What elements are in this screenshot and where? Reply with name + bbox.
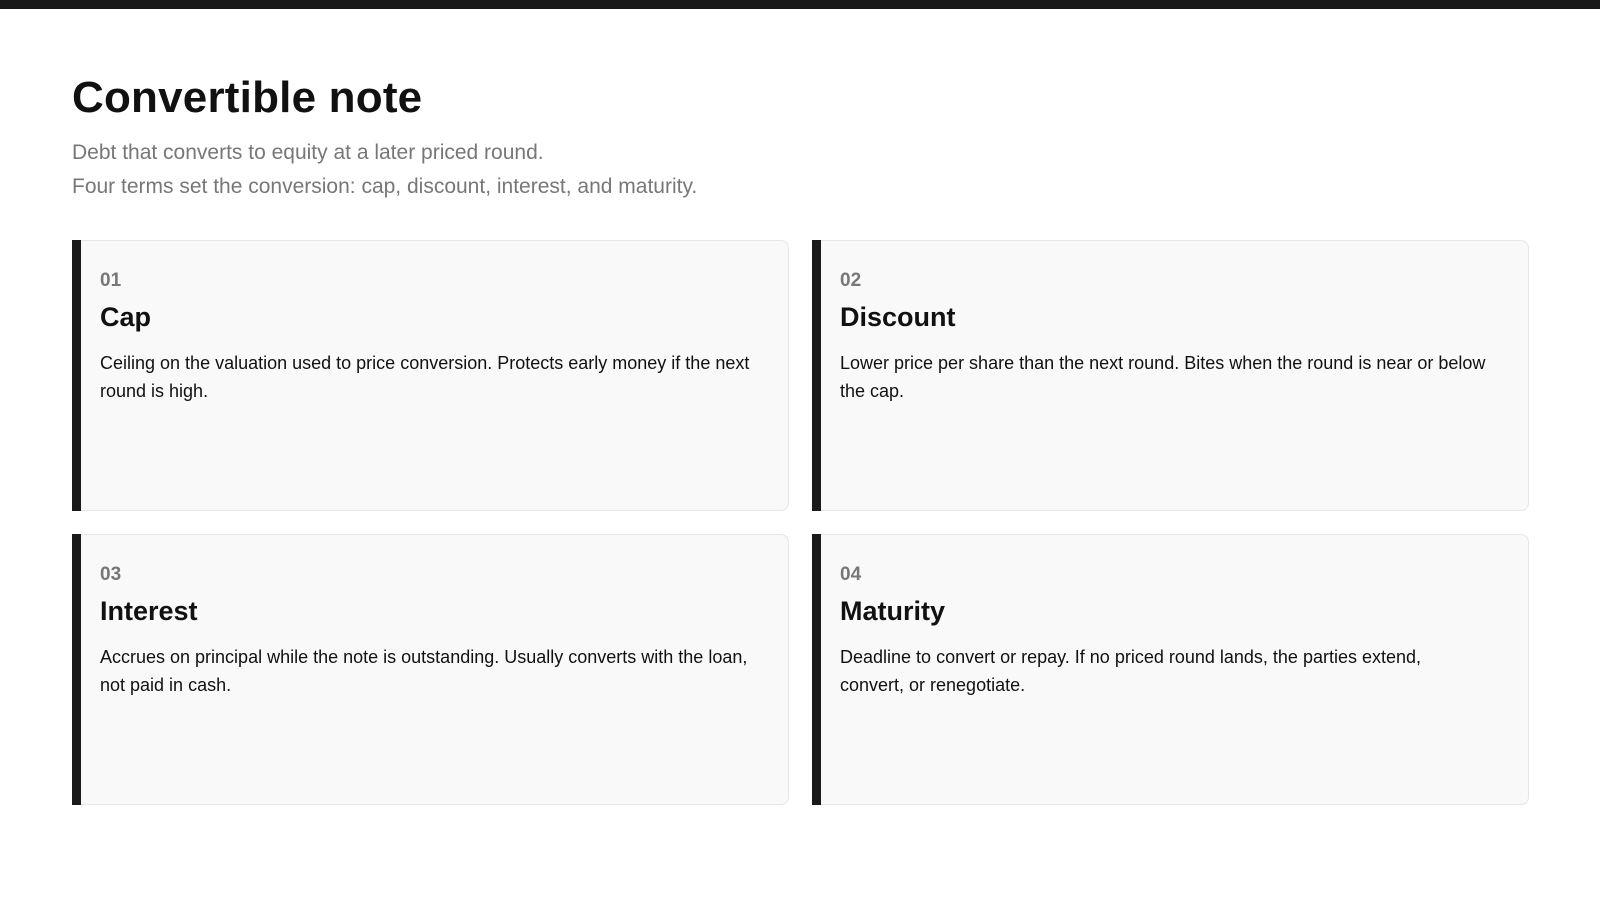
card-title: Maturity bbox=[840, 596, 946, 626]
top-accent-bar bbox=[0, 0, 1600, 9]
card-number: 03 bbox=[100, 564, 122, 585]
term-card-interest bbox=[72, 534, 789, 805]
card-title: Discount bbox=[840, 302, 956, 332]
card-title: Interest bbox=[100, 596, 198, 626]
card-description: Lower price per share than the next round. Bites when the round is near or below the cap. bbox=[840, 353, 1486, 401]
page-subtitle bbox=[72, 136, 1530, 204]
card-number: 02 bbox=[840, 270, 862, 291]
card-description: Deadline to convert or repay. If no priced round lands, the parties extend, convert, or renegotiate. bbox=[840, 647, 1422, 695]
term-card-cap bbox=[72, 240, 789, 511]
subtitle-line-1: Debt that converts to equity at a later priced round. bbox=[72, 141, 544, 164]
term-card-maturity bbox=[812, 534, 1529, 805]
card-description: Ceiling on the valuation used to price conversion. Protects early money if the next round is high. bbox=[100, 353, 750, 401]
card-description: Accrues on principal while the note is outstanding. Usually converts with the loan, not paid in cash. bbox=[100, 647, 748, 695]
page-title: Convertible note bbox=[72, 73, 423, 122]
card-title: Cap bbox=[100, 302, 152, 332]
card-number: 01 bbox=[100, 270, 122, 291]
terms-grid bbox=[72, 240, 1530, 805]
term-card-discount bbox=[812, 240, 1529, 511]
card-number: 04 bbox=[840, 564, 862, 585]
page-content bbox=[72, 70, 1530, 695]
subtitle-line-2: Four terms set the conversion: cap, discount, interest, and maturity. bbox=[72, 175, 698, 198]
